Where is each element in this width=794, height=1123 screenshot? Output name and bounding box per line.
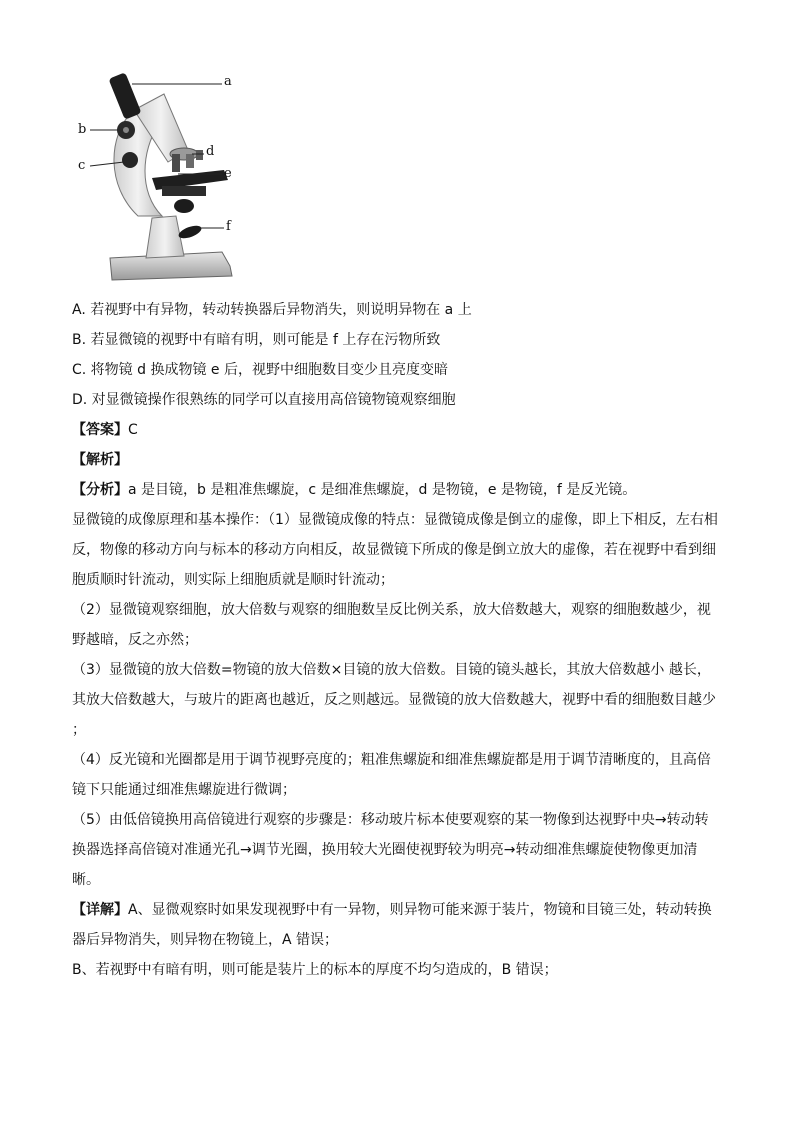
fenxi-tag: 【分析】 (72, 482, 128, 498)
detail-paragraph (72, 895, 722, 955)
option-b: B. 若显微镜的视野中有暗有明，则可能是 f 上存在污物所致 (72, 332, 441, 348)
detail-text: A、显微观察时如果发现视野中有一异物，则异物可能来源于装片，物镜和目镜三处，转动转换器后异物消失，则异物在物镜上，A 错误； (72, 902, 712, 948)
label-f: f (226, 219, 231, 234)
fenxi-text: a 是目镜，b 是粗准焦螺旋，c 是细准焦螺旋，d 是物镜，e 是物镜，f 是反光镜。 (128, 482, 637, 498)
option-c: C. 将物镜 d 换成物镜 e 后，视野中细胞数目变少且亮度变暗 (72, 362, 448, 378)
analysis-tag: 【解析】 (72, 452, 128, 468)
label-b: b (78, 122, 87, 137)
answer-tag: 【答案】 (72, 422, 128, 438)
principle-4: （4）反光镜和光圈都是用于调节视野亮度的；粗准焦螺旋和细准焦螺旋都是用于调节清晰度的，且高倍镜下只能通过细准焦螺旋进行微调； (72, 752, 711, 798)
microscope-diagram (72, 66, 242, 286)
principle-2: （2）显微镜观察细胞，放大倍数与观察的细胞数呈反比例关系，放大倍数越大，观察的细胞数越少，视野越暗，反之亦然； (72, 602, 711, 648)
label-a: a (224, 74, 232, 89)
analysis-heading (72, 445, 722, 475)
fenxi-paragraph (72, 475, 722, 505)
option-d: D. 对显微镜操作很熟练的同学可以直接用高倍镜物镜观察细胞 (72, 392, 456, 408)
option-a: A. 若视野中有异物，转动转换器后异物消失，则说明异物在 a 上 (72, 302, 472, 318)
principle-1: 显微镜的成像原理和基本操作：（1）显微镜成像的特点：显微镜成像是倒立的虚像，即上下相反，左右相反，物像的移动方向与标本的移动方向相反，故显微镜下所成的像是倒立放大的虚像，若在视野中看到细胞质顺时针流动，则实际上细胞质就是顺时针流动； (72, 512, 718, 588)
microscope-figure (72, 66, 242, 286)
detail-tag: 【详解】 (72, 902, 128, 918)
label-c: c (78, 158, 86, 173)
principle-5: （5）由低倍镜换用高倍镜进行观察的步骤是：移动玻片标本使要观察的某一物像到达视野中央→转动转换器选择高倍镜对准通光孔→调节光圈，换用较大光圈使视野较为明亮→转动细准焦螺旋使物像更加清晰。 (72, 812, 709, 888)
answer-value: C (128, 422, 138, 438)
label-e: e (224, 166, 232, 181)
detail-b: B、若视野中有暗有明，则可能是装片上的标本的厚度不均匀造成的，B 错误； (72, 962, 558, 978)
principle-3: （3）显微镜的放大倍数=物镜的放大倍数×目镜的放大倍数。目镜的镜头越长，其放大倍数越小 越长，其放大倍数越大，与玻片的距离也越近，反之则越远。显微镜的放大倍数越大，视野中看的细胞数目越少 ； (72, 662, 716, 738)
answer-line (72, 415, 722, 445)
label-d: d (206, 144, 215, 159)
question-content (72, 295, 722, 985)
